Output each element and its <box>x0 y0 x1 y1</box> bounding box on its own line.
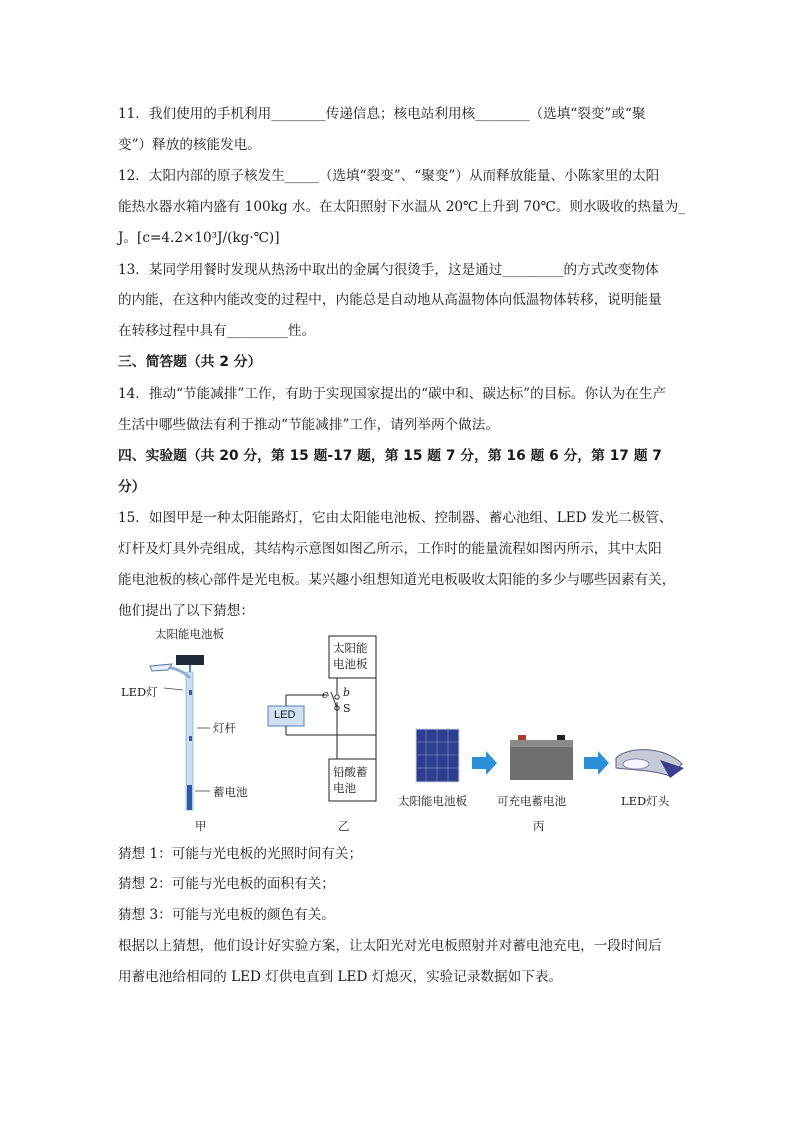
battery-shape <box>187 785 192 810</box>
q15-line3: 能电池板的核心部件是光电板。某兴趣小组想知道光电板吸收太阳能的多少与哪些因素有关， <box>118 572 676 588</box>
q14-line2: 生活中哪些做法有利于推动“节能减排”工作，请列举两个做法。 <box>118 417 499 433</box>
solar-panel-photo <box>416 729 459 782</box>
conclusion-line2: 用蓄电池给相同的 LED 灯供电直到 LED 灯熄灭，实验记录数据如下表。 <box>118 969 563 985</box>
q11-line1: 11．我们使用的手机利用________传递信息；核电站利用核________（选填“裂变”或“聚 <box>118 106 646 122</box>
solar-panel-shape <box>176 655 204 665</box>
yi-caption: 乙 <box>338 819 350 833</box>
arrow-1-icon <box>472 751 497 775</box>
jia-panel-label: 太阳能电池板 <box>155 627 224 641</box>
yi-solar-line1: 太阳能 <box>333 641 368 655</box>
jia-caption: 甲 <box>195 819 207 833</box>
bing-led-head-label: LED灯头 <box>621 794 670 808</box>
yi-terminal-c: c <box>322 688 329 701</box>
jia-battery-label: 蓄电池 <box>213 785 248 799</box>
jia-pole-label: 灯杆 <box>213 721 236 735</box>
guess-3: 猜想 3：可能与光电板的颜色有关。 <box>118 907 335 923</box>
q13-line2: 的内能，在这种内能改变的过程中，内能总是自动地从高温物体向低温物体转移，说明能量 <box>118 292 662 308</box>
guess-1: 猜想 1：可能与光电板的光照时间有关； <box>118 846 363 862</box>
q11-line2: 变”）释放的核能发电。 <box>118 137 261 153</box>
q14-line1: 14．推动“节能减排”工作，有助于实现国家提出的“碳中和、碳达标”的目标。你认为在生产 <box>118 386 667 402</box>
energy-flow-figure <box>416 729 684 782</box>
yi-solar-line2: 电池板 <box>333 657 368 671</box>
q12-line2: 能热水器水箱内盛有 100kg 水。在太阳照射下水温从 20℃上升到 70℃。则水吸收的热量为_ <box>118 199 685 215</box>
q15-line2: 灯杆及灯具外壳组成，其结构示意图如图乙所示，工作时的能量流程如图丙所示，其中太阳 <box>118 541 662 557</box>
yi-battery-line1: 铅酸蓄 <box>333 765 368 779</box>
yi-battery-line2: 电池 <box>333 781 356 795</box>
yi-terminal-b: b <box>343 686 351 699</box>
yi-switch-s: S <box>343 702 351 715</box>
bing-panel-label: 太阳能电池板 <box>398 794 467 808</box>
section-4-heading-line2: 分） <box>118 479 146 495</box>
q13-line1: 13．某同学用餐时发现从热汤中取出的金属勺很烫手，这是通过_________的方式改变物体 <box>118 262 659 278</box>
section-4-heading-line1: 四、实验题（共 20 分，第 15 题-17 题，第 15 题 7 分，第 16 题 6 分，第 17 题 7 <box>118 448 662 464</box>
section-3-heading: 三、简答题（共 2 分） <box>118 354 262 370</box>
jia-led-label: LED灯 <box>121 685 158 699</box>
bing-battery-label: 可充电蓄电池 <box>497 794 566 808</box>
q13-line3: 在转移过程中具有_________性。 <box>118 323 316 339</box>
led-lamp-shape <box>150 664 172 671</box>
yi-led-label: LED <box>274 709 296 721</box>
conclusion-line1: 根据以上猜想，他们设计好实验方案，让太阳光对光电板照射并对蓄电池充电，一段时间后 <box>118 938 662 954</box>
bing-caption: 丙 <box>533 819 545 833</box>
arrow-2-icon <box>584 751 609 775</box>
q15-line4: 他们提出了以下猜想： <box>118 603 254 619</box>
guess-2: 猜想 2：可能与光电板的面积有关； <box>118 876 335 892</box>
q12-line3: J。[c=4.2×10³J/(kg·℃)] <box>118 230 280 246</box>
q12-line1: 12．太阳内部的原子核发生_____（选填“裂变”、“聚变”）从而释放能量、小陈家里的太阳 <box>118 168 660 184</box>
street-lamp-figure <box>150 655 210 810</box>
q15-line1: 15．如图甲是一种太阳能路灯，它由太阳能电池板、控制器、蓄心池组、LED 发光二极管、 <box>118 510 673 526</box>
